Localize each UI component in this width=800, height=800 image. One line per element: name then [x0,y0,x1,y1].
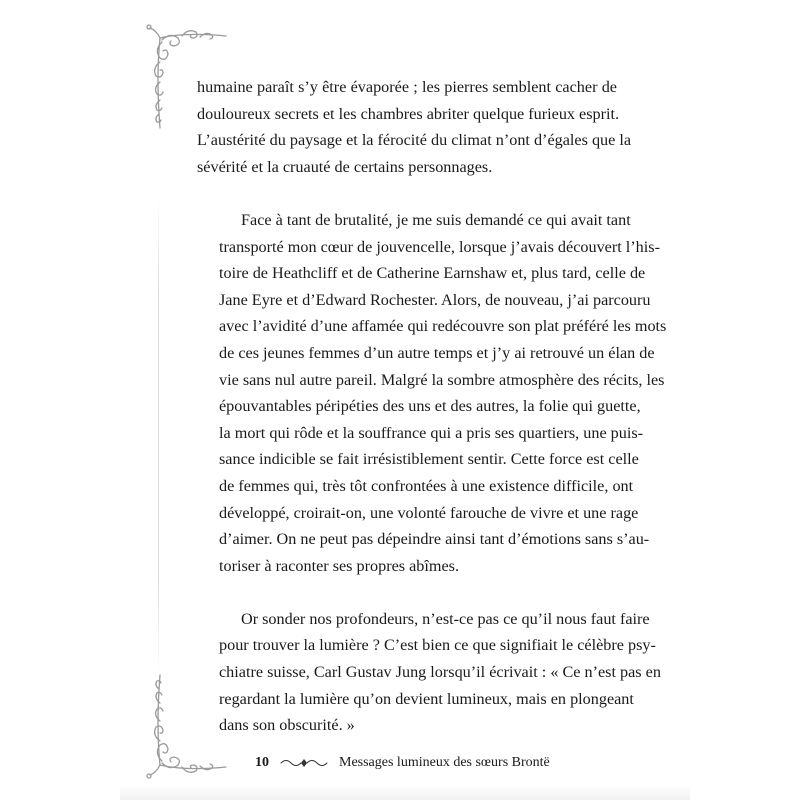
page-bottom-shadow [120,784,690,800]
text-line: dans son obscurité. » [219,716,355,735]
text-line: Or sonder nos profondeurs, n’est-ce pas ce qu’il nous faut faire [241,609,650,628]
body-text [197,74,667,739]
text-line: vie sans nul autre pareil. Malgré la sombre atmosphère des récits, les [219,370,665,389]
text-line: la mort qui rôde et la souffrance qui a pris ses quartiers, une puis- [219,423,644,442]
footer-ornament-icon [279,757,329,769]
paragraph-3 [197,606,661,739]
page-edge-line [158,196,159,676]
text-line: regardant la lumière qu’on devient lumineux, mais en plongeant [219,689,634,708]
text-line: sévérité et la cruauté de certains personnages. [197,157,493,176]
text-line: sance indicible se fait irrésistiblement sentir. Cette force est celle [219,450,639,469]
text-line: Jane Eyre et d’Edward Rochester. Alors, de nouveau, j’ai parcouru [219,290,651,309]
paragraph-1 [197,74,632,180]
running-footer [255,753,550,773]
text-line: douloureux secrets et les chambres abriter quelque furieux esprit. [197,104,620,123]
text-line: transporté mon cœur de jouvencelle, lorsque j’avais découvert l’his- [219,237,660,256]
page-number: 10 [255,755,269,770]
text-line: développé, croirait-on, une volonté farouche de vivre et une rage [219,503,639,522]
text-line: toire de Heathcliff et de Catherine Earnshaw et, plus tard, celle de [219,264,646,283]
text-line: pour trouver la lumière ? C’est bien ce que signifiait le célèbre psy- [219,636,656,655]
footer-book-title: Messages lumineux des sœurs Brontë [339,755,550,770]
text-line: toriser à raconter ses propres abîmes. [219,556,460,575]
text-line: humaine paraît s’y être évaporée ; les pierres semblent cacher de [197,78,617,96]
text-line: L’austérité du paysage et la férocité du climat n’ont d’égales que la [197,131,632,150]
text-line: Face à tant de brutalité, je me suis demandé ce qui avait tant [241,210,631,229]
text-line: de ces jeunes femmes d’un autre temps et j’y ai retrouvé un élan de [219,343,655,362]
text-line: avec l’avidité d’une affamée qui redécouvre son plat préféré les mots [219,317,667,336]
text-line: épouvantables péripéties des uns et des autres, la folie qui guette, [219,397,641,416]
text-line: d’aimer. On ne peut pas dépeindre ainsi tant d’émotions sans s’au- [219,530,650,549]
text-line: chiatre suisse, Carl Gustav Jung lorsqu’il écrivait : « Ce n’est pas en [219,663,661,682]
paragraph-2 [197,207,667,579]
text-line: de femmes qui, très tôt confrontées à une existence difficile, ont [219,476,634,495]
